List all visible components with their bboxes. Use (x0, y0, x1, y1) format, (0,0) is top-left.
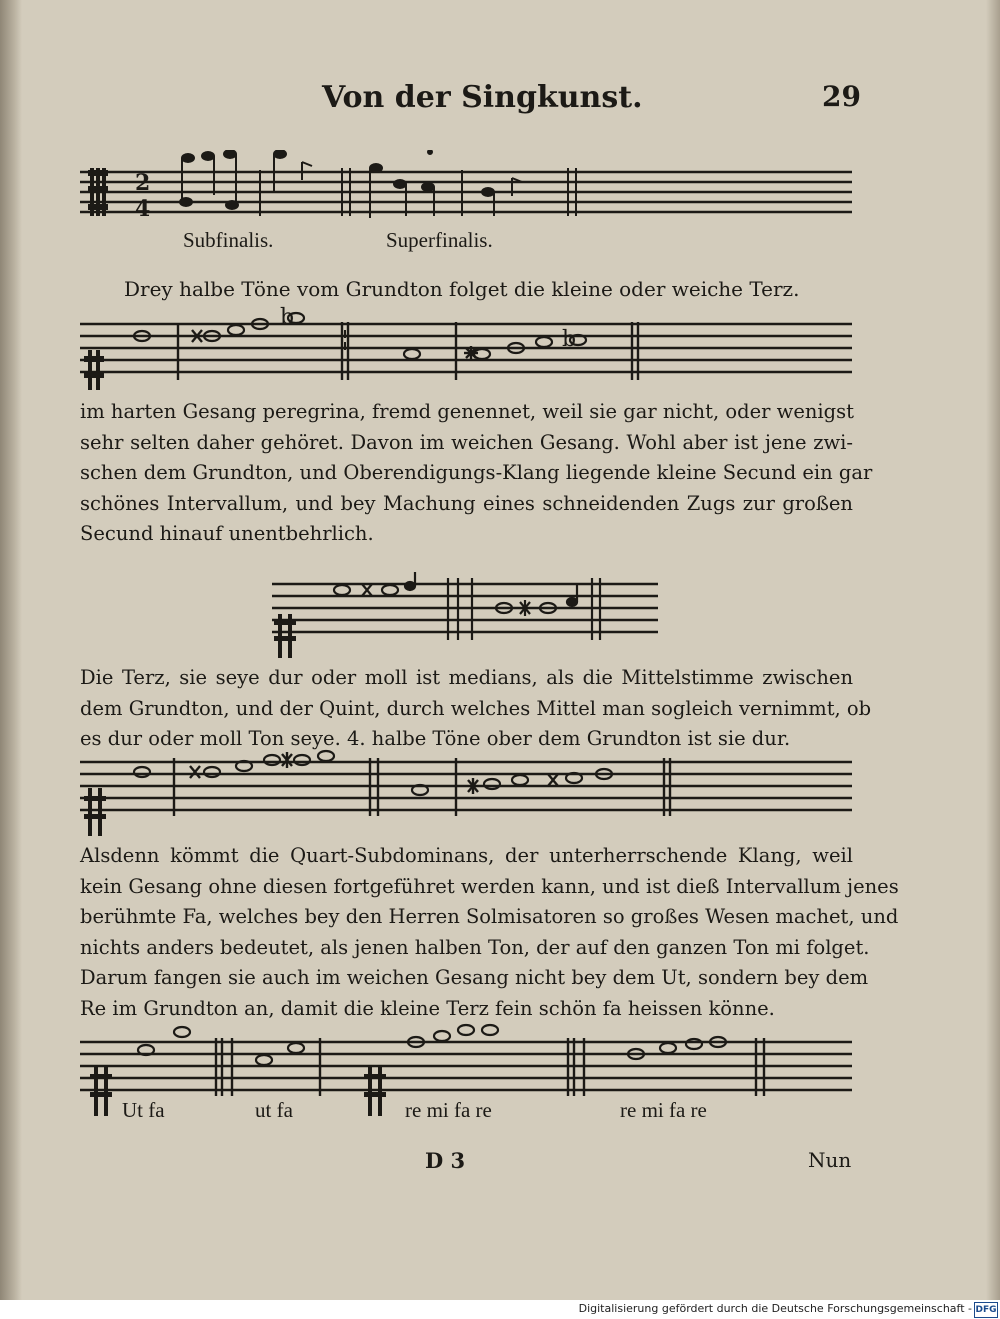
label-subfinalis: Subfinalis. (183, 228, 274, 252)
solmization-re-mi-fa-re-1: re mi fa re (405, 1098, 492, 1122)
dfg-logo-icon: DFG (974, 1302, 998, 1318)
paragraph-3 (80, 841, 899, 1024)
digitization-footer (0, 1300, 1000, 1319)
text-line: im harten Gesang peregrina, fremd genennet, weil sie gar nicht, oder wenigst (80, 400, 854, 423)
page-number: 29 (822, 80, 861, 113)
svg-text:4: 4 (135, 196, 151, 222)
c-clef-icon (274, 614, 296, 658)
music-staff-3 (272, 570, 662, 660)
text-line: Secund hinauf unentbehrlich. (80, 522, 374, 545)
text-line: berühmte Fa, welches bey den Herren Solmisatoren so großes Wesen machet, und (80, 905, 899, 928)
label-superfinalis: Superfinalis. (386, 228, 493, 252)
text-line: Re im Grundton an, damit die kleine Terz fein schön fa heissen könne. (80, 996, 775, 1020)
music-staff-4 (80, 748, 860, 838)
page-title: Von der Singkunst. (322, 80, 643, 115)
signature-mark: D 3 (425, 1148, 466, 1173)
svg-text:b: b (280, 305, 295, 330)
text-line: Alsdenn kömmt die Quart-Subdominans, der unterherrschende Klang, weil (80, 844, 853, 867)
c-clef-icon (344, 330, 346, 350)
solmization-ut-fa-2: ut fa (255, 1098, 293, 1122)
text-line: Darum fangen sie auch im weichen Gesang nicht bey dem Ut, sondern bey dem (80, 966, 869, 989)
music-staff-2 (80, 300, 860, 390)
text-line: kein Gesang ohne diesen fortgeführet werden kann, und ist dieß Intervallum jenes (80, 874, 899, 898)
page-header (0, 80, 1000, 120)
text-line: Die Terz, sie seye dur oder moll ist medians, als die Mittelstimme zwischen (80, 666, 853, 689)
text-line: sehr selten daher gehöret. Davon im weichen Gesang. Wohl aber ist jene zwi- (80, 430, 853, 454)
c-clef-icon (88, 168, 108, 216)
page-edge (986, 0, 1000, 1300)
music-staff-1 (80, 150, 860, 230)
paragraph-2 (80, 663, 872, 755)
svg-text:b: b (562, 327, 577, 352)
caption-minor-third: Drey halbe Töne vom Grundton folget die kleine oder weiche Terz. (124, 277, 800, 301)
page-spine (0, 0, 22, 1300)
text-line: nichts anders bedeutet, als jenen halben Ton, der auf den ganzen Ton mi folget. (80, 935, 870, 959)
paragraph-1 (80, 397, 873, 550)
text-line: schönes Intervallum, und bey Machung eines schneidenden Zugs zur großen (80, 491, 853, 515)
solmization-re-mi-fa-re-2: re mi fa re (620, 1098, 707, 1122)
c-clef-icon (84, 350, 104, 390)
svg-text:2: 2 (135, 170, 151, 196)
catchword: Nun (808, 1148, 852, 1172)
solmization-ut-fa-1: Ut fa (122, 1098, 165, 1122)
funding-credit: Digitalisierung gefördert durch die Deutsche Forschungsgemeinschaft - (578, 1302, 972, 1315)
c-clef-icon (84, 788, 106, 836)
text-line: es dur oder moll Ton seye. 4. halbe Töne ober dem Grundton ist sie dur. (80, 727, 791, 750)
text-line: dem Grundton, und der Quint, durch welches Mittel man sogleich vernimmt, ob (80, 696, 872, 720)
text-line: schen dem Grundton, und Oberendigungs-Klang liegende kleine Secund ein gar (80, 461, 873, 484)
